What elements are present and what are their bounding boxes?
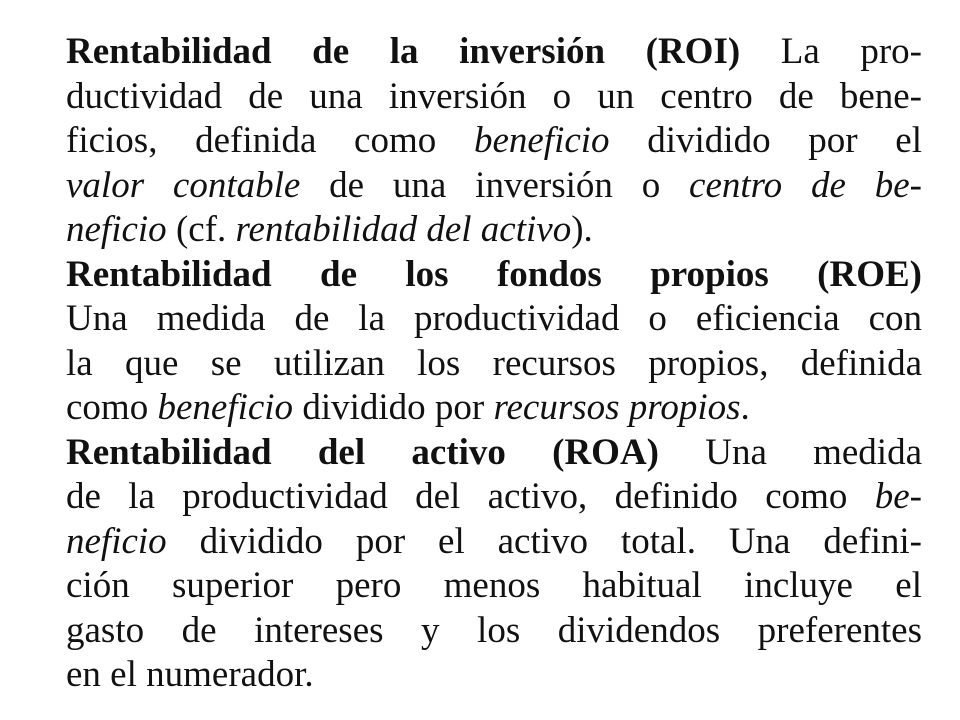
italic-text: beneficio: [157, 387, 294, 428]
entry-text: como: [66, 387, 158, 428]
entry-text: Una medida: [658, 431, 922, 473]
italic-text: beneficio: [473, 120, 610, 161]
italic-text: rentabilidad del activo: [235, 209, 572, 250]
entry-line: [66, 609, 922, 654]
entry-text: gasto de intereses y los dividendos preferentes: [66, 609, 922, 651]
entry-line: [66, 164, 922, 209]
entry-line: [66, 386, 922, 431]
entry-line: [66, 253, 922, 298]
entry-line: [66, 431, 922, 476]
glossary-page: [66, 30, 922, 698]
entry-term: Rentabilidad de la inversión (ROI): [66, 31, 741, 72]
italic-text: recursos propios: [493, 387, 741, 428]
italic-text: be-: [874, 476, 922, 517]
entry-text: la que se utilizan los recursos propios, definida: [66, 342, 922, 384]
entry-line: [66, 564, 922, 609]
entry-text: dividido por: [293, 387, 494, 428]
entry-text: La pro-: [740, 31, 922, 72]
entry-line: [66, 475, 922, 520]
entry-text: dividido por el: [609, 120, 922, 161]
italic-text: neficio: [66, 520, 167, 562]
italic-text: valor contable: [66, 164, 301, 206]
entry-line: [66, 520, 922, 565]
glossary-entry-roe: [66, 253, 922, 431]
entry-term: Rentabilidad del activo (ROA): [66, 431, 659, 473]
entry-text: Una medida de la productividad o eficiencia con: [66, 298, 922, 339]
entry-text: ficios, definida como: [66, 120, 474, 161]
entry-text: de una inversión o: [300, 164, 690, 206]
glossary-entry-roa: [66, 431, 922, 698]
entry-line: [66, 342, 922, 387]
italic-text: centro de be-: [689, 164, 922, 206]
entry-term: Rentabilidad de los fondos propios (ROE): [66, 253, 922, 295]
entry-text: ductividad de una inversión o un centro de bene-: [66, 75, 922, 117]
glossary-entry-roi: [66, 30, 922, 253]
entry-line: [66, 297, 922, 342]
entry-text: de la productividad del activo, definido como: [66, 476, 875, 517]
entry-text: ción superior pero menos habitual incluye el: [66, 565, 922, 606]
entry-line: [66, 653, 922, 698]
entry-line: [66, 208, 922, 253]
entry-text: .: [740, 387, 750, 428]
entry-line: [66, 75, 922, 120]
italic-text: neficio: [66, 209, 167, 250]
entry-text: en el numerador.: [66, 654, 314, 695]
entry-line: [66, 30, 922, 75]
entry-text: dividido por el activo total. Una defini-: [166, 520, 922, 562]
entry-text: (cf.: [166, 209, 236, 250]
entry-line: [66, 119, 922, 164]
entry-text: ).: [571, 209, 593, 250]
